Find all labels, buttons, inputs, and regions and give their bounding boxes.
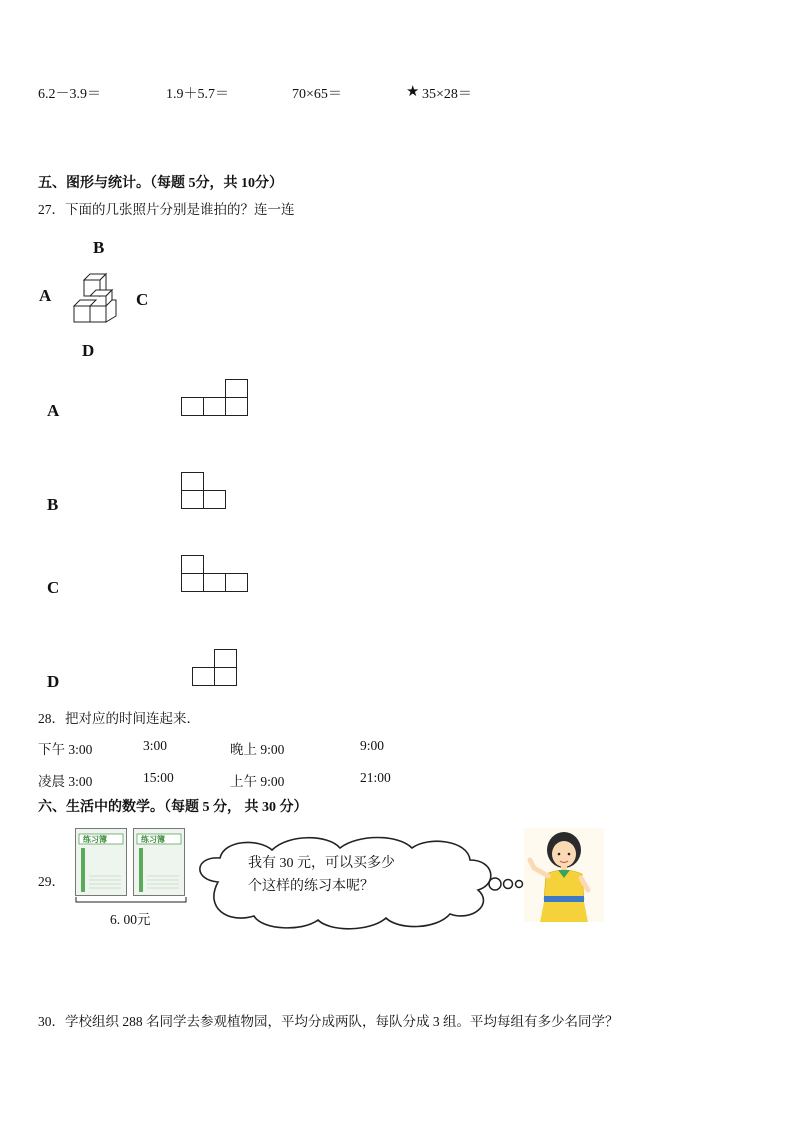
price-label: 6. 00元	[110, 912, 151, 927]
speech-line-2: 个这样的练习本呢？	[248, 879, 374, 894]
option-label-d: D	[47, 672, 60, 691]
time-cell: 上午 9:00	[230, 774, 285, 789]
view-figure-d	[191, 648, 241, 688]
time-cell: 9:00	[360, 738, 385, 753]
question-29-number: 29．	[38, 874, 65, 889]
time-cell: 21:00	[360, 770, 391, 785]
option-label-b: B	[47, 495, 59, 514]
time-cell: 凌晨 3:00	[38, 774, 93, 789]
notebook-icon	[75, 828, 127, 896]
position-label-d: D	[82, 341, 95, 360]
svg-text:练习簿: 练习簿	[83, 835, 107, 844]
question-30: 30．学校组织 288 名同学去参观植物园，平均分成两队，每队分成 3 组。平均每组有多少名同学？	[38, 1014, 619, 1029]
question-27: 27．下面的几张照片分别是谁拍的？连一连	[38, 202, 295, 217]
girl-illustration	[524, 828, 604, 922]
position-label-b: B	[93, 238, 105, 257]
cube-stack-figure	[70, 268, 130, 328]
time-cell: 下午 3:00	[38, 742, 93, 757]
time-cell: 15:00	[143, 770, 174, 785]
expr-2: 1.9＋5.7＝	[166, 87, 229, 102]
question-28: 28．把对应的时间连起来．	[38, 711, 200, 726]
expr-1: 6.2－3.9＝	[38, 87, 101, 102]
section-6-title: 六、生活中的数学。（每题 5 分， 共 30 分）	[38, 800, 308, 815]
section-5-title: 五、图形与统计。（每题 5分，共 10分）	[38, 176, 283, 191]
option-label-a: A	[47, 401, 60, 420]
time-cell: 晚上 9:00	[230, 742, 285, 757]
svg-text:练习簿: 练习簿	[141, 835, 165, 844]
position-label-a: A	[39, 286, 52, 305]
star-icon: ★	[406, 84, 420, 100]
option-label-c: C	[47, 578, 60, 597]
view-figure-c	[180, 554, 252, 594]
expr-3: 70×65＝	[292, 87, 342, 102]
view-figure-b	[180, 471, 230, 511]
time-cell: 3:00	[143, 738, 168, 753]
notebook-icon	[133, 828, 185, 896]
speech-line-1: 我有 30 元，可以买多少	[248, 856, 395, 871]
view-figure-a	[180, 379, 250, 419]
position-label-c: C	[136, 290, 149, 309]
expr-4: 35×28＝	[422, 87, 472, 102]
